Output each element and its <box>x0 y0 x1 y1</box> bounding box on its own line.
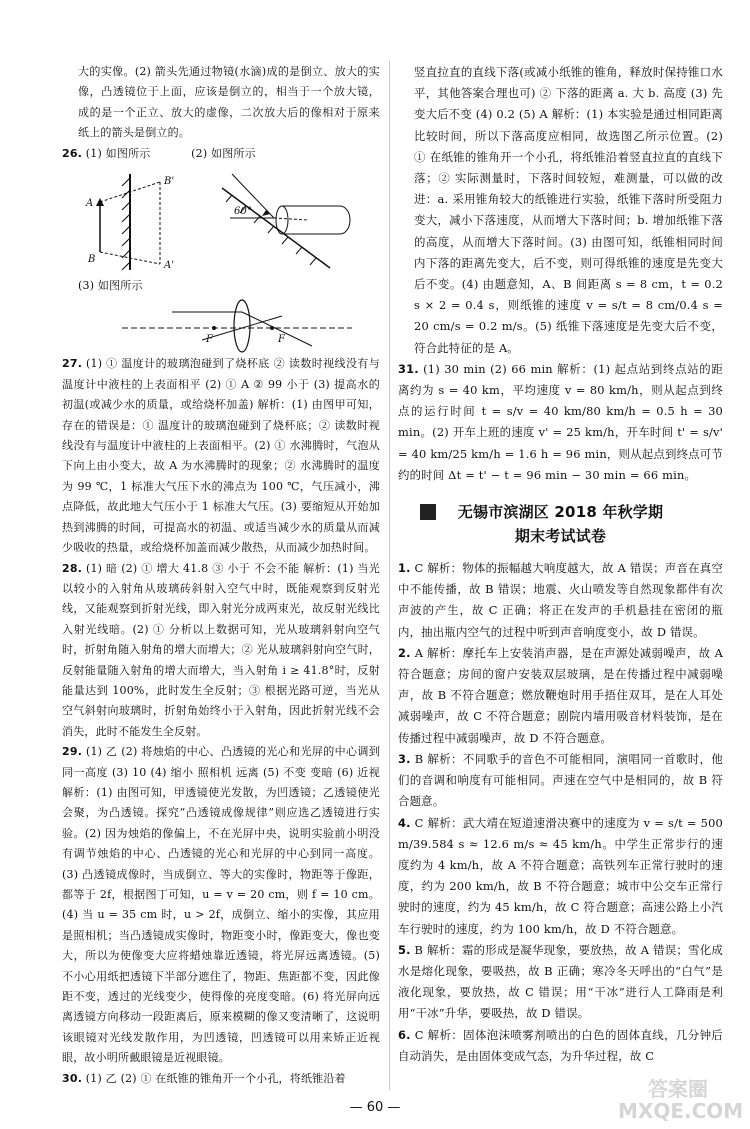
q29-text: (1) 乙 (2) 将烛焰的中心、凸透镜的光心和光屏的中心调到同一高度 (3) 10 (4) 缩小 照相机 远离 (5) 不变 变暗 (6) 近视 解析：(1) 由图可知，甲透镜使光发散，为凹透镜；乙透镜使光会聚，为凸透镜。探究“凸透镜成像规律”则应选乙透镜进行实验。(2) 因为烛焰的像偏上，不在光屏中央，说明实验前小明没有调节烛焰的中心、凸透镜的光心和光屏的中心到同一高度。(3) 凸透镜成像时，当成倒立、等大的实像时，物距等于像距，都等于 2f，根据图丁可知，u = v = 20 cm，则 f = 10 cm。(4) 当 u = 35 cm 时，u > 2f，成倒立、缩小的实像，其应用是照相机；当凸透镜成实像时，物距变小时，像距变大，像也变大，所以为使像变大应将蜡烛靠近透镜，将光屏远离透镜。(5) 不小心用纸把透镜下半部分遮住了，物距、焦距都不变，因此像距不变，透过的光线变少，使得像的亮度变暗。(6) 将光屏向远离透镜方向移动一段距离后，原来模糊的像又变清晰了，这说明该眼镜对光线发散作用，为凹透镜，凹透镜可以用来矫正近视眼，故小明所戴眼镜是近视眼镜。 <box>62 745 380 1065</box>
answer-4-text: C 解析：武大靖在短道速滑决赛中的速度为 v = s/t = 500 m/39.584 s ≈ 12.6 m/s ≈ 45 km/h。中学生正常步行的速度约为 4 km/h，故 A 不符合题意；高铁列车正常行驶时的速度，约为 200 km/h，故 B 不符合题意；城市中公交车正常行驶时的速度，约为 45 km/h，故 C 符合题意；高速公路上小汽车行驶时的速度，约为 100 km/h，故 D 不符合题意。 <box>398 815 723 936</box>
answer-2 <box>398 643 723 749</box>
intro-paragraph: 大的实像。(2) 箭头先通过物镜(水滴)成的是倒立、放大的实像，凸透镜位于上面，应该是倒立的，相当于一个放大镜，成的是一个正立、放大的虚像，二次放大后的像相对于原来纸上的箭头是倒立的。 <box>78 65 380 140</box>
q29-paragraph <box>62 742 380 1069</box>
section-title-line1: 无锡市滨湖区 2018 年秋学期 <box>457 503 664 522</box>
answer-6 <box>398 1025 723 1067</box>
lens-figure-wrap <box>62 296 380 354</box>
answer-1-text: C 解析：物体的振幅越大响度越大，故 A 错误；声音在真空中不能传播，故 B 错误；地震、火山喷发等自然现象都伴有次声波的产生，故 C 正确；将正在发声的手机悬挂在密闭的瓶内，抽出瓶内空气的过程中听到声音响度变小，故 D 错误。 <box>398 561 724 639</box>
answer-2-number: 2. <box>398 645 411 660</box>
q31-text: (1) 30 min (2) 66 min 解析：(1) 起点站到终点站的距离约为 s = 40 km，平均速度 v = 80 km/h，则从起点到终点的运行时间 t = s/v = 40 km/80 km/h = 0.5 h = 30 min。(2) 开车上班的速度 v' = 25 km/h，开车时间 t' = s/v' = 40 km/25 km/h = 1.6 h = 96 min，则从起点到终点可节约的时间 Δt = t' − t = 96 min − 30 min = 66 min。 <box>398 361 723 482</box>
answer-5-number: 5. <box>398 942 411 957</box>
q30-number: 30. <box>62 1071 83 1085</box>
answer-2-text: A 解析：摩托车上安装消声器，是在声源处减弱噪声，故 A 符合题意；房间的窗户安装双层玻璃，是在传播过程中减弱噪声，故 B 不符合题意；燃放鞭炮时用手捂住双耳，是在人耳处减弱噪声，故 C 不符合题意；剧院内墙用吸音材料装饰，是在传播过程中减弱噪声，故 D 不符合题意。 <box>398 645 724 745</box>
q26-number: 26. <box>62 146 83 160</box>
fig1-label-b-prime: B' <box>164 176 175 188</box>
fig1-label-a-prime: A' <box>164 260 175 272</box>
refraction-figure <box>212 168 362 278</box>
q27-text: (1) ① 温度计的玻璃泡碰到了烧杯底 ② 读数时视线没有与温度计中液柱的上表面相平 (2) ① A ② 99 小于 (3) 提高水的初温(或减少水的质量，或给烧杯加盖) 解析：(1) 由图甲可知，存在的错误是：① 温度计的玻璃泡碰到了烧杯底；② 读数时视线没有与温度计中液柱的上表面相平。(2) ① 水沸腾时，气泡从下向上由小变大，故 A 为水沸腾时的现象；② 水沸腾时的温度为 99 ℃，1 标准大气压下水的沸点为 100 ℃，气压减小，沸点降低，故此地大气压小于 1 标准大气压。(3) 要缩短从开始加热到沸腾的时间，可提高水的初温、或适当减少水的质量从而减少吸收的热量，或给烧杯加盖而减少散热，从而减少加热时间。 <box>62 357 380 555</box>
answer-4 <box>398 813 723 940</box>
answer-1 <box>398 558 723 643</box>
q26-part-c: (3) 如图所示 <box>78 279 143 293</box>
left-column <box>62 62 380 1089</box>
fig1-label-b: B <box>88 254 96 266</box>
q26-figures-row <box>62 164 380 276</box>
convex-lens-figure <box>122 298 352 354</box>
q26-part-b: (2) 如图所示 <box>191 146 256 160</box>
q31-paragraph <box>398 359 723 486</box>
answer-3-text: B 解析：不同歌手的音色不可能相同，演唱同一首歌时，他们的音调和响度有可能相同。声速在空气中是相同的，故 B 符合题意。 <box>398 751 723 809</box>
answer-5-text: B 解析：霜的形成是凝华现象，要放热，故 A 错误；雪化成水是熔化现象，要吸热，故 B 正确；寒冷冬天呼出的“白气”是液化现象，要放热，故 C 错误；用“干冰”进行人工降雨是利用“干冰”升华，要吸热，故 D 错误。 <box>398 942 723 1021</box>
answer-6-number: 6. <box>398 1027 411 1042</box>
fig1-label-a: A <box>86 198 94 210</box>
right-column <box>398 62 723 1067</box>
q30-continued: 竖直拉直的直线下落(或减小纸锥的锥角，释放时保持锥口水平，其他答案合理也可) ② 下落的距离 a. 大 b. 高度 (3) 先变大后不变 (4) 0.2 (5) A 解析：(1) 本实验是通过相同距离比较时间，所以下落高度应相同，故选图乙所示位置。(2) ① 在纸锥的锥角开一个小孔，将纸锥沿着竖直拉直的直线下落；② 实际测量时，下落时间较短，难测量，可以做的改进：a. 采用锥角较大的纸锥进行实验，纸锥下落时所受阻力变大，减小下落速度，从而增大下落时间；b. 增加纸锥下落的高度，从而增大下落时间。(3) 由图可知，纸锥相同时间内下落的距离先变大，后不变，则可得纸锥的速度是先变大后不变。(4) 由题意知，A、B 间距离 s = 8 cm，t = 0.2 s × 2 = 0.4 s，则纸锥的速度 v = s/t = 8 cm/0.4 s = 20 cm/s = 0.2 m/s。(5) 纸锥下落速度是先变大后不变，符合此特征的是 A。 <box>414 65 723 355</box>
answer-5 <box>398 940 723 1025</box>
q26-part-a: (1) 如图所示 <box>85 146 151 160</box>
watermark-logo: 答案圈 MXQE.COM <box>618 1077 744 1123</box>
q29-number: 29. <box>62 745 83 759</box>
answer-4-number: 4. <box>398 815 411 830</box>
answer-3 <box>398 749 723 813</box>
q28-number: 28. <box>62 561 83 575</box>
q27-paragraph <box>62 354 380 558</box>
q30-text: (1) 乙 (2) ① 在纸锥的锥角开一个小孔，将纸锥沿着 <box>85 1071 346 1085</box>
fig3-label-f-left: F <box>206 334 214 346</box>
mirror-reflection-figure <box>78 166 198 276</box>
q28-paragraph <box>62 559 380 743</box>
fig3-label-f-right: F <box>278 334 286 346</box>
q30-paragraph <box>62 1069 380 1089</box>
fig2-angle-label: 60° <box>234 206 253 218</box>
answer-1-number: 1. <box>398 561 411 576</box>
page-number: — 60 — <box>349 1100 401 1115</box>
q28-text: (1) 暗 (2) ① 增大 41.8 ③ 小于 不会不能 解析：(1) 当光以较小的入射角从玻璃砖斜射入空气中时，既能观察到反射光线，又能观察到折射光线，即入射光分成两束光，故反射光线比入射光线暗。(2) ① 分析以上数据可知，光从玻璃斜射向空气时，折射角随入射角的增大而增大；② 光从玻璃斜射向空气时，反射能量随入射角的增大而增大，当入射角 i ≥ 41.8°时，反射能量达到 100%，此时发生全反射；③ 根据光路可逆，当光从空气斜射向玻璃时，折射角始终小于入射角，因此折射光线不会消失，此时不能发生全反射。 <box>62 561 380 738</box>
section-title-line2: 期末考试试卷 <box>514 527 607 546</box>
section-heading <box>398 500 723 548</box>
section-book-icon <box>420 504 436 520</box>
q31-number: 31. <box>398 361 419 376</box>
answer-3-number: 3. <box>398 751 411 766</box>
q27-number: 27. <box>62 357 83 371</box>
column-divider <box>389 60 390 1090</box>
q26-header <box>62 144 380 164</box>
answer-6-text: C 解析：固体泡沫喷雾剂喷出的白色的固体直线，几分钟后自动消失，是由固体变成气态，为升华过程，故 C <box>398 1027 723 1063</box>
